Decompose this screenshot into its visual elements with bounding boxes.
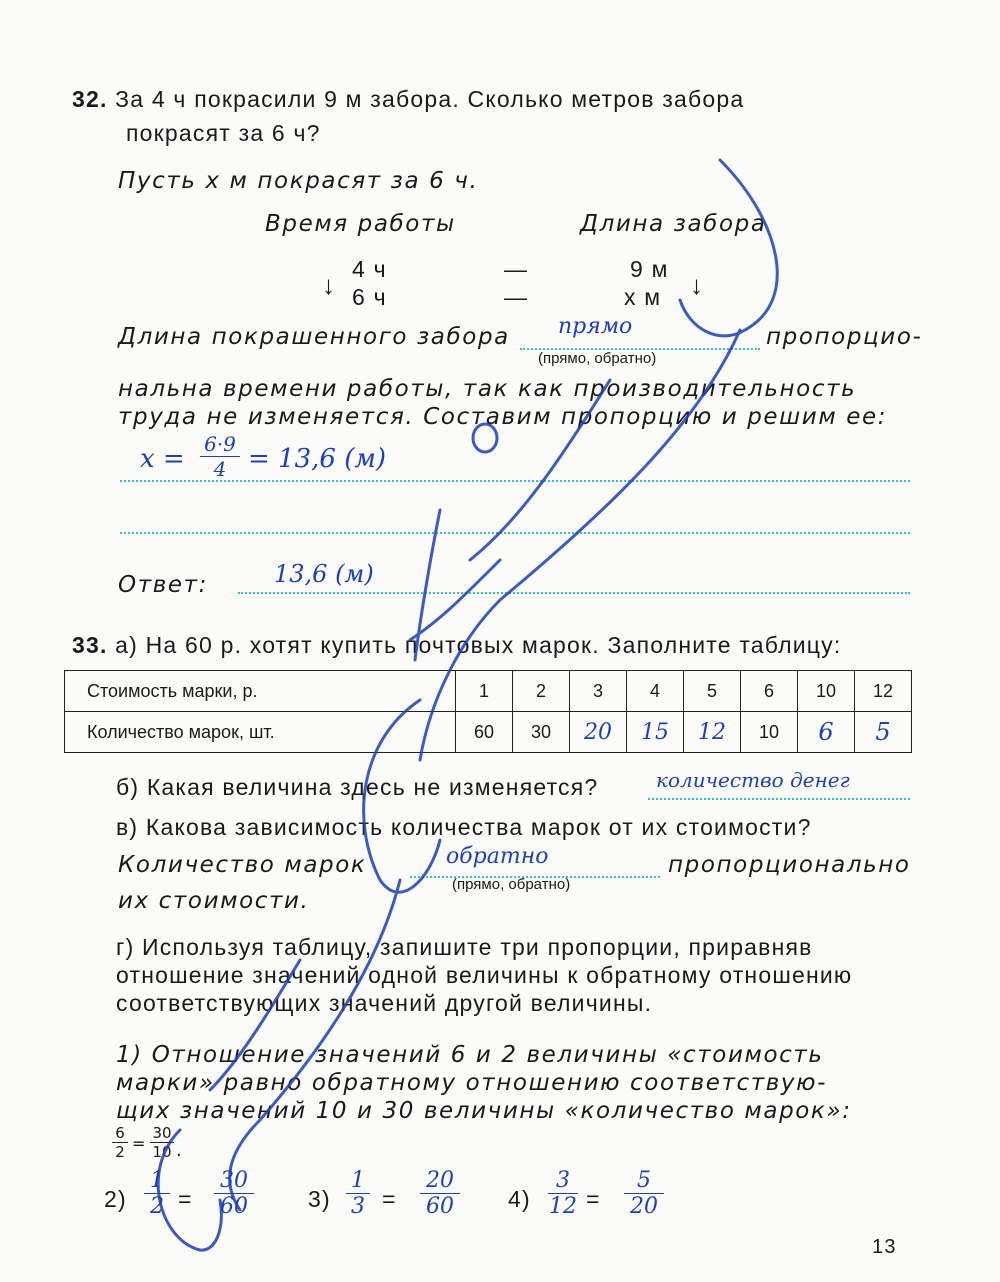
table-cell: 4 [627, 671, 684, 712]
fraction-denominator: 2 [115, 1143, 125, 1161]
proportion-3-left[interactable] [346, 1168, 370, 1219]
table-cell-handwritten[interactable]: 15 [627, 712, 684, 753]
answer-label: Ответ: [118, 572, 208, 598]
proportion-4-right[interactable] [624, 1168, 664, 1219]
table-cell: 60 [456, 712, 513, 753]
fraction-numerator: 30 [152, 1124, 172, 1142]
proportion-3-right[interactable] [420, 1168, 460, 1219]
page-number: 13 [872, 1236, 897, 1258]
row2-dash: — [504, 284, 529, 310]
example-line-1: 1) Отношение значений 6 и 2 величины «стоимость [116, 1042, 824, 1068]
example-line-3: щих значений 10 и 30 величины «количество марок»: [116, 1098, 852, 1124]
row2-time: 6 ч [352, 284, 387, 310]
fraction-denominator: 60 [426, 1194, 454, 1219]
equals-sign: = [132, 1134, 146, 1153]
part-g-line-2: отношение значений одной величины к обратному отношению [116, 962, 853, 988]
handwritten-answer: 13,6 (м) [274, 560, 374, 588]
fraction-denominator: 10 [152, 1143, 172, 1161]
fraction-denominator: 4 [213, 457, 227, 481]
fraction-denominator: 3 [351, 1194, 365, 1219]
down-arrow-icon: ↓ [690, 270, 705, 300]
part-b-text: б) Какая величина здесь не изменяется? [116, 774, 599, 800]
row-header-price: Стоимость марки, р. [65, 671, 456, 712]
equals-sign: = [586, 1186, 601, 1212]
example-fraction-left [112, 1124, 128, 1161]
table-cell: 5 [684, 671, 741, 712]
part-g-line-1: г) Используя таблицу, запишите три пропорции, приравняв [116, 934, 813, 960]
sentence-end: пропорцио- [766, 324, 923, 350]
answer-blank-proportionality[interactable] [520, 314, 760, 350]
part-a-text: а) На 60 р. хотят купить почтовых марок. Заполните таблицу: [115, 632, 842, 658]
example-line-2: марки» равно обратному отношению соответствую- [116, 1070, 827, 1096]
statement-line-2: покрасят за 6 ч? [126, 120, 321, 146]
problem-33-a [72, 632, 841, 659]
table-cell: 1 [456, 671, 513, 712]
row2-length: х м [624, 284, 662, 310]
fraction-numerator: 5 [637, 1168, 651, 1193]
fraction-numerator: 1 [351, 1168, 365, 1193]
fraction-denominator: 20 [630, 1194, 658, 1219]
table-cell-handwritten[interactable]: 12 [684, 712, 741, 753]
proportion-4-label: 4) [508, 1186, 531, 1212]
column-header-length: Длина забора [580, 211, 767, 237]
solution-line-1[interactable] [120, 480, 910, 482]
fraction-numerator: 6 [115, 1124, 125, 1142]
proportion-2-left[interactable] [144, 1168, 170, 1219]
period: . [176, 1140, 182, 1161]
sentence-line-3: труда не изменяется. Составим пропорцию и решим ее: [118, 404, 888, 430]
equals-sign: = [178, 1186, 193, 1212]
problem-number: 33. [72, 632, 108, 658]
table-cell: 3 [570, 671, 627, 712]
row1-dash: — [504, 256, 529, 282]
column-header-time: Время работы [265, 211, 456, 237]
sentence-line-2: нальна времени работы, так как производительность [118, 376, 857, 402]
hint: (прямо, обратно) [538, 350, 657, 367]
part-c-sentence-start: Количество марок [118, 852, 367, 878]
table-cell-handwritten[interactable]: 5 [855, 712, 912, 753]
part-c-sentence-end: пропорционально [668, 852, 911, 878]
fraction-numerator: 20 [426, 1168, 454, 1193]
table-cell-handwritten[interactable]: 20 [570, 712, 627, 753]
part-b-answer-field[interactable] [648, 768, 910, 800]
row1-length: 9 м [630, 256, 669, 282]
fraction-numerator: 30 [220, 1168, 248, 1193]
statement-line-1: За 4 ч покрасили 9 м забора. Сколько метров забора [115, 86, 745, 112]
table-cell-handwritten[interactable]: 6 [798, 712, 855, 753]
equals-sign: = [382, 1186, 397, 1212]
handwritten-x: х = [140, 444, 185, 474]
problem-32-statement [72, 86, 744, 113]
table-cell: 30 [513, 712, 570, 753]
table-cell: 12 [855, 671, 912, 712]
handwritten-fraction [200, 432, 240, 481]
stamps-table [64, 670, 912, 753]
fraction-numerator: 3 [556, 1168, 570, 1193]
answer-field[interactable] [238, 560, 910, 594]
example-fraction-right [150, 1124, 174, 1161]
fraction-denominator: 2 [150, 1194, 164, 1219]
part-c-answer-field[interactable] [410, 844, 660, 878]
handwritten-answer: прямо [558, 314, 633, 339]
part-c-line-2: их стоимости. [118, 888, 310, 914]
row-header-count: Количество марок, шт. [65, 712, 456, 753]
solution-line-2[interactable] [120, 532, 910, 534]
handwritten-answer: обратно [446, 844, 549, 869]
proportion-3-label: 3) [308, 1186, 331, 1212]
handwritten-result: = 13,6 (м) [248, 444, 387, 474]
proportion-4-left[interactable] [548, 1168, 578, 1219]
fraction-denominator: 60 [220, 1194, 248, 1219]
fraction-numerator: 1 [150, 1168, 164, 1193]
table-cell: 2 [513, 671, 570, 712]
fraction-denominator: 12 [549, 1194, 577, 1219]
part-g-line-3: соответствующих значений другой величины. [116, 990, 653, 1016]
table-cell: 10 [798, 671, 855, 712]
table-row [65, 671, 912, 712]
problem-number: 32. [72, 86, 108, 112]
sentence-start: Длина покрашенного забора [118, 324, 510, 350]
table-row [65, 712, 912, 753]
part-c-text: в) Какова зависимость количества марок от их стоимости? [116, 814, 812, 840]
row1-time: 4 ч [352, 256, 387, 282]
hint: (прямо, обратно) [452, 876, 571, 893]
proportion-2-right[interactable] [214, 1168, 254, 1219]
handwritten-answer: количество денег [656, 768, 850, 792]
table-cell: 10 [741, 712, 798, 753]
proportion-2-label: 2) [104, 1186, 127, 1212]
let-statement: Пусть х м покрасят за 6 ч. [118, 168, 479, 194]
table-cell: 6 [741, 671, 798, 712]
fraction-numerator: 6·9 [204, 432, 236, 456]
down-arrow-icon: ↓ [322, 270, 337, 300]
